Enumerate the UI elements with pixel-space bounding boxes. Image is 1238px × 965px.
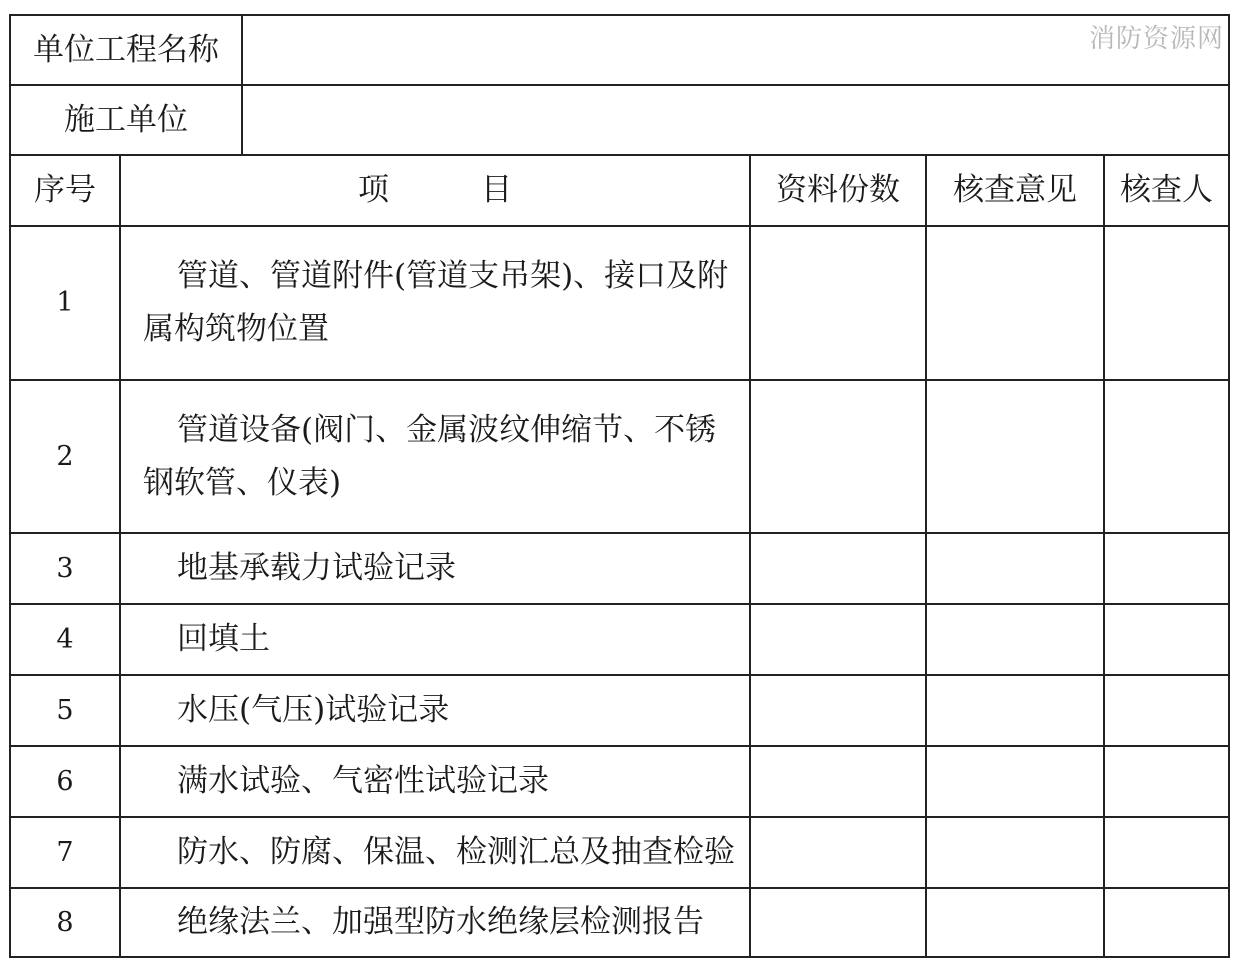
row-8-checker[interactable] [1105,889,1228,956]
row-1-seq: 1 [56,287,74,319]
row-7-seq: 7 [56,836,74,868]
row-6-seq: 6 [56,765,74,797]
row-4-seq: 4 [56,623,74,655]
column-header-opinion: 核查意见 [953,172,1077,209]
row-6-item: 满水试验、气密性试验记录 [177,763,549,800]
row-1-item: 管道、管道附件(管道支吊架)、接口及附属构筑物位置 [143,258,729,347]
row-1-copies[interactable] [751,227,925,379]
row-2-copies[interactable] [751,381,925,532]
construction-unit-field[interactable] [243,86,1228,154]
row-7-opinion[interactable] [927,818,1103,887]
row-6-checker[interactable] [1105,747,1228,816]
row-3-copies[interactable] [751,534,925,603]
row-2-seq: 2 [56,440,74,472]
row-8-opinion[interactable] [927,889,1103,956]
row-5-copies[interactable] [751,676,925,745]
inspection-record-table [9,14,1230,958]
construction-unit-label: 施工单位 [64,101,188,138]
column-header-item [121,156,749,225]
row-8-item: 绝缘法兰、加强型防水绝缘层检测报告 [177,904,704,941]
row-5-checker[interactable] [1105,676,1228,745]
column-header-copies: 资料份数 [776,172,900,209]
row-4-checker[interactable] [1105,605,1228,674]
row-4-opinion[interactable] [927,605,1103,674]
row-3-seq: 3 [56,552,74,584]
column-header-item-right: 目 [481,172,512,209]
row-1-opinion[interactable] [927,227,1103,379]
row-5-seq: 5 [56,694,74,726]
project-name-label: 单位工程名称 [33,31,219,68]
row-3-checker[interactable] [1105,534,1228,603]
row-7-copies[interactable] [751,818,925,887]
project-name-field[interactable] [243,16,1228,84]
row-7-checker[interactable] [1105,818,1228,887]
row-2-item: 管道设备(阀门、金属波纹伸缩节、不锈钢软管、仪表) [143,411,717,501]
column-header-item-left: 项 [358,172,389,209]
row-2-opinion[interactable] [927,381,1103,532]
row-3-item: 地基承载力试验记录 [177,550,456,587]
watermark-text: 消防资源网 [1088,24,1224,54]
row-6-copies[interactable] [751,747,925,816]
row-3-opinion[interactable] [927,534,1103,603]
row-2-checker[interactable] [1105,381,1228,532]
row-6-opinion[interactable] [927,747,1103,816]
row-5-item: 水压(气压)试验记录 [177,692,450,729]
row-5-opinion[interactable] [927,676,1103,745]
row-8-seq: 8 [56,906,74,938]
row-4-item: 回填土 [177,621,270,658]
row-4-copies[interactable] [751,605,925,674]
column-header-seq: 序号 [34,172,96,209]
row-1-checker[interactable] [1105,227,1228,379]
row-8-copies[interactable] [751,889,925,956]
column-header-checker: 核查人 [1120,172,1213,209]
row-7-item: 防水、防腐、保温、检测汇总及抽查检验 [177,834,735,871]
